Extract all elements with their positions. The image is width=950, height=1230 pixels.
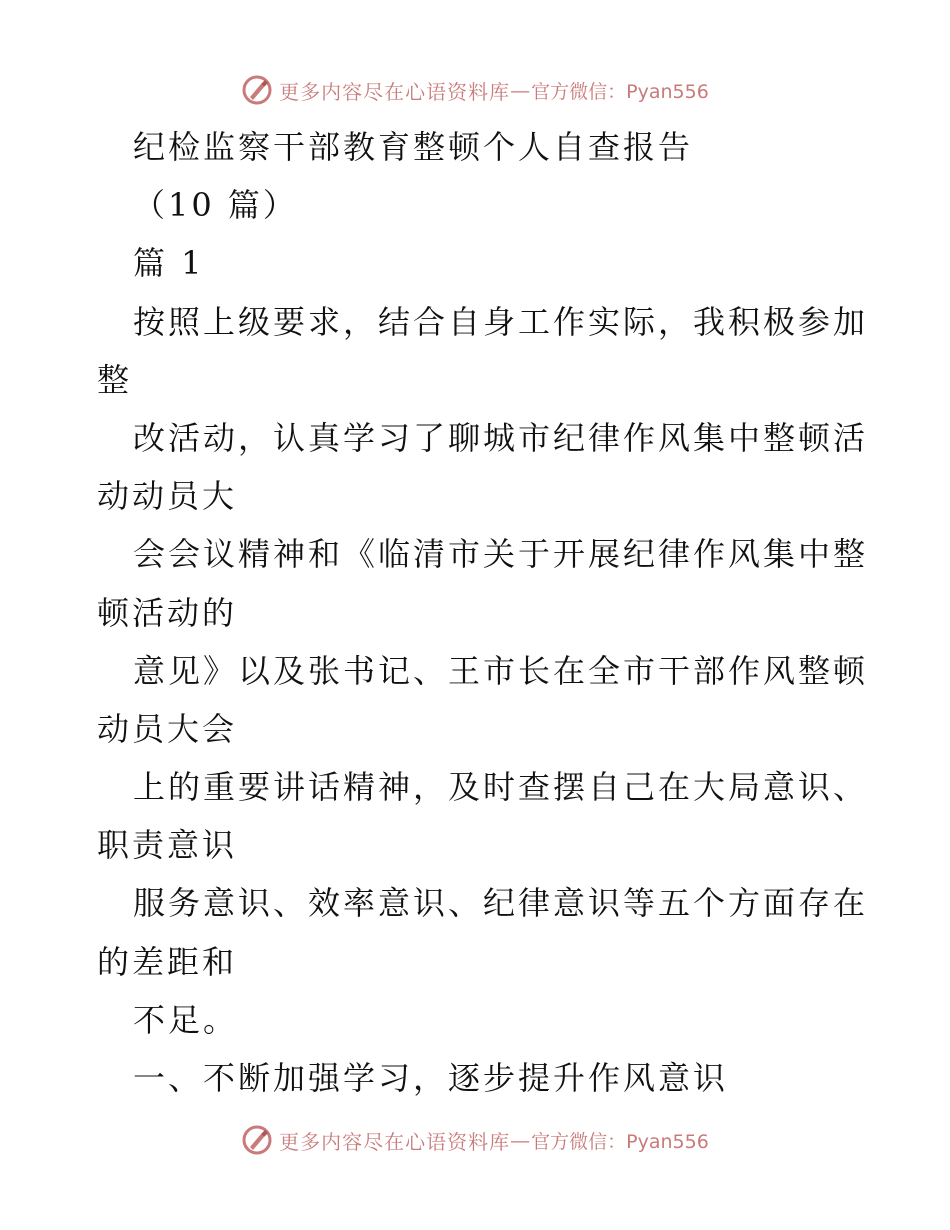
watermark-separator: — — [510, 1128, 532, 1152]
text-line: 动员大会 — [97, 709, 238, 748]
text-line: 意见》以及张书记、王市长在全市干部作风整顿 — [133, 651, 869, 690]
text-line: 的差距和 — [97, 942, 238, 981]
text-line: 顿活动的 — [97, 593, 238, 632]
watermark-banner-top — [0, 70, 950, 110]
pen-circle-logo-icon — [241, 74, 273, 106]
watermark-separator: — — [510, 78, 532, 102]
text-line: 按照上级要求，结合自身工作实际，我积极参加 — [133, 302, 869, 341]
text-line: 服务意识、效率意识、纪律意识等五个方面存在 — [133, 884, 869, 923]
body-paragraph — [0, 293, 950, 1108]
watermark-slogan: 更多内容尽在心语资料库 — [279, 1129, 511, 1154]
document-subtitle: （10 篇） — [133, 186, 298, 225]
watermark-banner-bottom — [0, 1120, 950, 1160]
document-body — [0, 118, 950, 1107]
watermark-official-account: 官方微信：Pyan556 — [531, 1130, 709, 1153]
text-line: 一、不断加强学习，逐步提升作风意识 — [133, 1059, 729, 1097]
text-line: 上的重要讲话精神，及时查摆自己在大局意识、 — [133, 768, 869, 807]
text-line: 改活动，认真学习了聊城市纪律作风集中整顿活 — [133, 418, 869, 457]
text-line: 不足。 — [133, 1000, 239, 1039]
document-title: 纪检监察干部教育整顿个人自查报告 — [133, 128, 694, 166]
pen-circle-logo-icon — [241, 1124, 273, 1156]
text-line: 动动员大 — [97, 477, 238, 516]
watermark-slogan: 更多内容尽在心语资料库 — [279, 79, 511, 104]
text-line: 会会议精神和《临清市关于开展纪律作风集中整 — [133, 535, 869, 574]
text-line: 整 — [97, 360, 133, 399]
text-line: 职责意识 — [97, 826, 238, 865]
section-heading: 篇 1 — [133, 244, 205, 283]
watermark-official-account: 官方微信：Pyan556 — [531, 80, 709, 103]
